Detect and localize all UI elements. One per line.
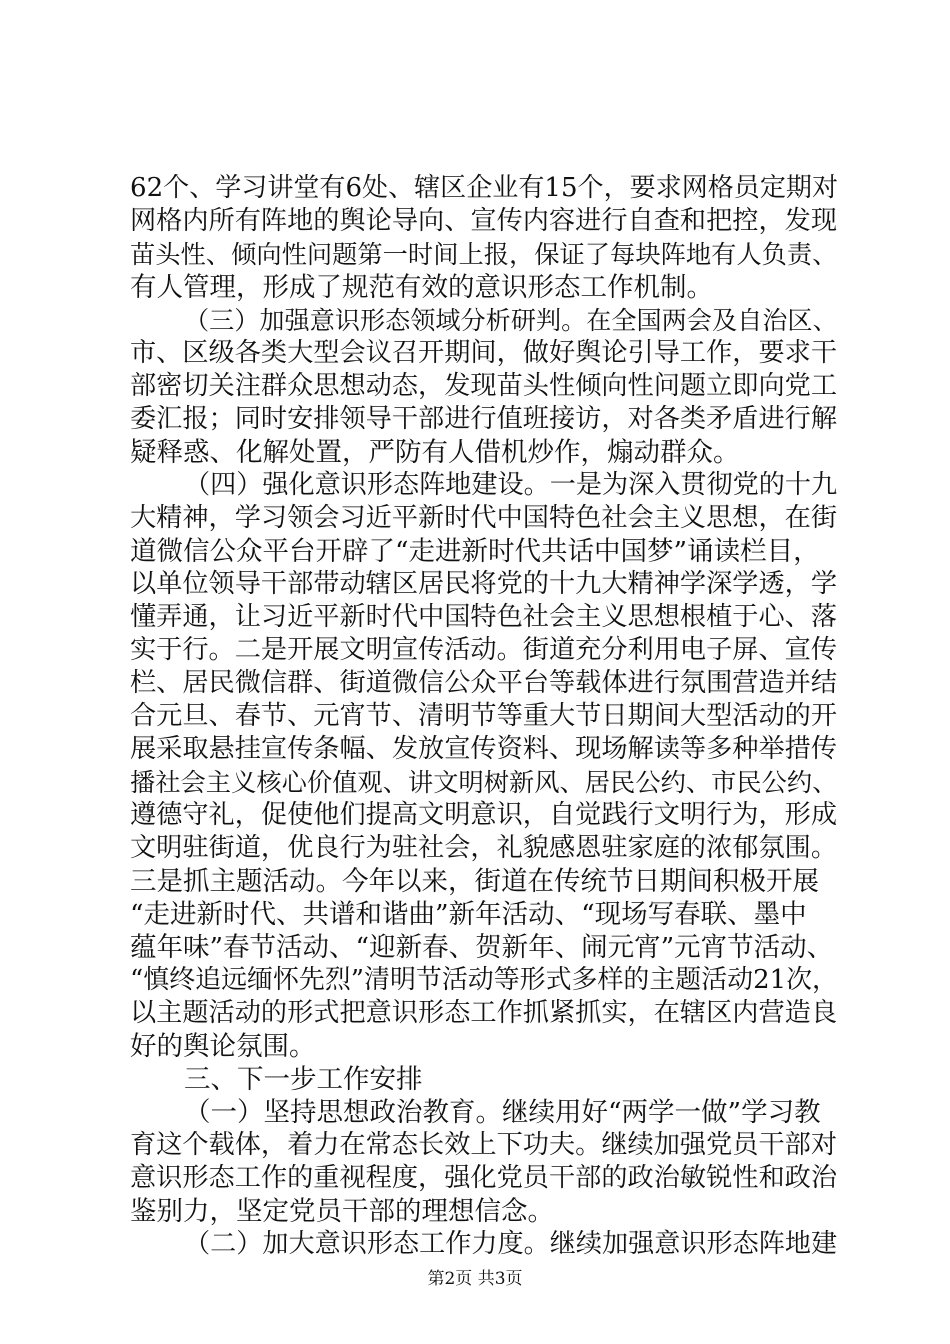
text-line: 62个、学习讲堂有6处、辖区企业有15个，要求网格员定期对 — [130, 173, 838, 203]
text-line: 懂弄通，让习近平新时代中国特色社会主义思想根植于心、落 — [130, 602, 838, 632]
text-line: “走进新时代、共谱和谐曲”新年活动、“现场写春联、墨中 — [130, 899, 807, 930]
text-line: （三）加强意识形态领域分析研判。在全国两会及自治区、 — [184, 306, 838, 335]
text-line: 疑释惑、化解处置，严防有人借机炒作，煽动群众。 — [130, 437, 740, 468]
section-heading: 三、下一步工作安排 — [184, 1064, 423, 1095]
text-line: 大精神，学习领会习近平新时代中国特色社会主义思想，在街 — [130, 503, 838, 533]
text-line: 好的舆论氛围。 — [130, 1031, 316, 1062]
text-line: （四）强化意识形态阵地建设。一是为深入贯彻党的十九 — [184, 470, 838, 500]
text-line: 以单位领导干部带动辖区居民将党的十九大精神学深学透，学 — [130, 569, 838, 599]
page-footer — [0, 1267, 950, 1291]
text-line: 意识形态工作的重视程度，强化党员干部的政治敏锐性和政治 — [130, 1163, 838, 1193]
text-line: 鉴别力，坚定党员干部的理想信念。 — [130, 1196, 554, 1227]
text-line: 三是抓主题活动。今年以来，街道在传统节日期间积极开展 — [130, 866, 819, 897]
text-line: 文明驻街道，优良行为驻社会，礼貌感恩驻家庭的浓郁氛围。 — [130, 833, 838, 863]
text-line: 蕴年味”春节活动、“迎新春、贺新年、闹元宵”元宵节活动、 — [130, 932, 834, 963]
text-line: 合元旦、春节、元宵节、清明节等重大节日期间大型活动的开 — [130, 701, 838, 731]
text-line: （二）加大意识形态工作力度。继续加强意识形态阵地建 — [184, 1229, 838, 1259]
text-line: 育这个载体，着力在常态长效上下功夫。继续加强党员干部对 — [130, 1130, 838, 1160]
text-line: （一）坚持思想政治教育。继续用好“两学一做”学习教 — [184, 1097, 821, 1128]
text-line: 苗头性、倾向性问题第一时间上报，保证了每块阵地有人负责、 — [130, 240, 838, 269]
text-line: 部密切关注群众思想动态，发现苗头性倾向性问题立即向党工 — [130, 371, 838, 401]
text-line: 以主题活动的形式把意识形态工作抓紧抓实，在辖区内营造良 — [130, 998, 838, 1028]
page-number: 第2页 共3页 — [427, 1269, 523, 1289]
text-line: 展采取悬挂宣传条幅、发放宣传资料、现场解读等多种举措传 — [130, 734, 838, 764]
text-line: “慎终追远缅怀先烈”清明节活动等形式多样的主题活动21次， — [130, 965, 838, 995]
text-line: 有人管理，形成了规范有效的意识形态工作机制。 — [130, 272, 713, 303]
text-line: 网格内所有阵地的舆论导向、宣传内容进行自查和把控，发现 — [130, 206, 838, 236]
text-line: 遵德守礼，促使他们提高文明意识，自觉践行文明行为，形成 — [130, 800, 838, 830]
text-line: 市、区级各类大型会议召开期间，做好舆论引导工作，要求干 — [130, 338, 838, 368]
text-line: 播社会主义核心价值观、讲文明树新风、居民公约、市民公约、 — [130, 768, 838, 797]
text-line: 道微信公众平台开辟了“走进新时代共话中国梦”诵读栏目， — [130, 536, 820, 567]
text-line: 栏、居民微信群、街道微信公众平台等载体进行氛围营造并结 — [130, 668, 838, 698]
text-line: 委汇报；同时安排领导干部进行值班接访，对各类矛盾进行解 — [130, 404, 838, 434]
text-line: 实于行。二是开展文明宣传活动。街道充分利用电子屏、宣传 — [130, 635, 838, 665]
